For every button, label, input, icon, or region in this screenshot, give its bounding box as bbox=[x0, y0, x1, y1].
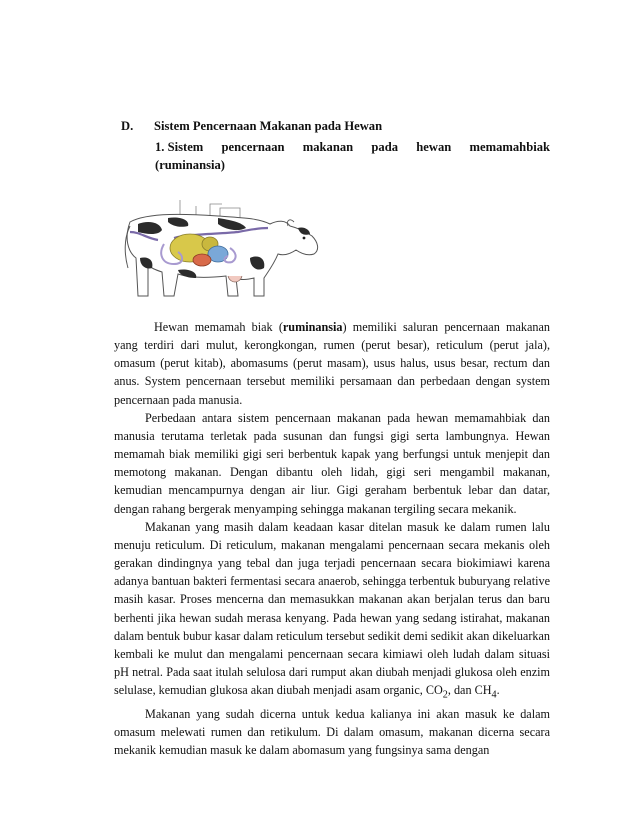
body-text bbox=[114, 318, 550, 759]
cow-digestive-system-illustration bbox=[118, 198, 326, 300]
subsection-heading bbox=[155, 138, 550, 174]
paragraph: Hewan memamah biak (ruminansia) memiliki saluran pencernaan makanan yang terdiri dari mulut, kerongkongan, rumen (perut besar), reticulum (perut jala), omasum (perut kitab), abomasums (perut masam), usus halus, usus besar, rectum dan anus. System pencernaan tersebut memiliki persamaan dan perbedaan dengan system pencernaan pada manusia. bbox=[114, 320, 550, 407]
section-letter: D. bbox=[121, 119, 134, 133]
section-heading bbox=[121, 117, 551, 135]
subsection-line2: (ruminansia) bbox=[155, 158, 225, 172]
paragraph: Perbedaan antara sistem pencernaan makanan pada hewan memamahbiak dan manusia terutama terletak pada susunan dan fungsi gigi serta lambungnya. Hewan memamah biak memiliki gigi seri berbentuk kapak yang berfungsi untuk menjepit dan memotong makanan. Dengan dibantu oleh lidah, gigi seri mengambil makanan, kemudian mencampurnya dengan air liur. Gigi geraham berbentuk lebar dan datar, dengan rahang bergerak menyamping sehingga makanan tergiling secara mekanik. bbox=[114, 410, 550, 516]
section-title: Sistem Pencernaan Makanan pada Hewan bbox=[154, 119, 383, 133]
subsection-word: hewan bbox=[416, 140, 452, 154]
subsection-word: makanan bbox=[302, 140, 354, 154]
subsection-word: pada bbox=[371, 140, 399, 154]
paragraph: Makanan yang sudah dicerna untuk kedua kalianya ini akan masuk ke dalam omasum melewati rumen dan retikulum. Di dalam omasum, makanan dicerna secara mekanik kemudian masuk ke dalam abomasum yang fungsinya sama dengan bbox=[114, 706, 550, 758]
subsection-word: Sistem bbox=[167, 140, 204, 154]
subsection-word: pencernaan bbox=[221, 140, 285, 154]
subsection-number: 1. bbox=[155, 140, 165, 154]
bold-term: ruminansia bbox=[282, 320, 343, 334]
subsection-word: memamahbiak bbox=[469, 140, 550, 154]
paragraph: Makanan yang masih dalam keadaan kasar ditelan masuk ke dalam rumen lalu menuju reticulum. Di reticulum, makanan mengalami pencernaan secara mekanis oleh gerakan dindingnya yang tebal dan juga terjadi pencernaan secara biokimiawi karena adanya bantuan bakteri fermentasi secara anaerob, sehingga terbentuk buburyang relative masih kasar. Proses mencerna dan memasukkan makanan akan berjalan terus dan baru berhenti jika hewan sudah merasa kenyang. Pada hewan yang sedang istirahat, makanan dalam bentuk bubur kasar dalam reticulum tersebut sedikit demi sedikit akan dikeluarkan kembali ke mulut dan mengalami pencernaan secara kimiawi oleh ludah dalam situasi pH netral. Pada saat itulah selulosa dari rumput akan diubah menjadi glukosa oleh enzim selulase, kemudian glukosa akan diubah menjadi asam organic, $CO_2$, dan $CH_4$. bbox=[114, 519, 550, 701]
